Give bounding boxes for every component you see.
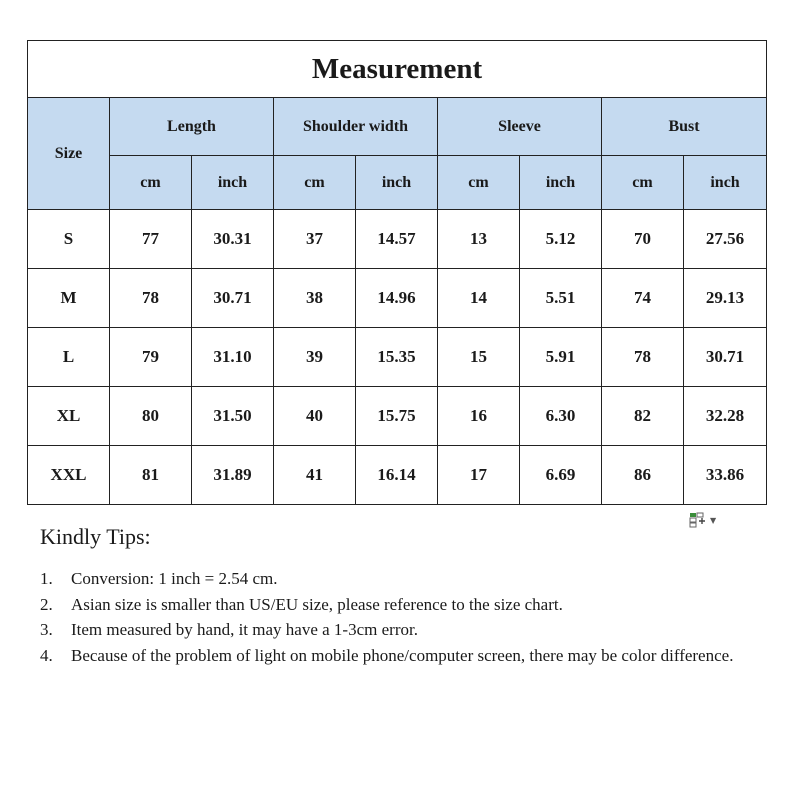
table-cell: 38 [274,269,356,328]
table-cell: 78 [110,269,192,328]
list-item [40,617,770,643]
table-cell: 77 [110,210,192,269]
table-cell: 31.89 [192,446,274,505]
table-cell: 39 [274,328,356,387]
unit-header: cm [110,156,192,210]
tips-title: Kindly Tips: [40,524,151,549]
table-cell: 74 [602,269,684,328]
size-cell: XXL [28,446,110,505]
table-cell: 37 [274,210,356,269]
table-cell: 16.14 [356,446,438,505]
table-cell: 82 [602,387,684,446]
table-cell: 86 [602,446,684,505]
chevron-down-icon: ▼ [710,515,717,525]
list-item-text: Conversion: 1 inch = 2.54 cm. [71,569,278,588]
table-cell: 5.51 [520,269,602,328]
table-cell: 5.12 [520,210,602,269]
size-cell: XL [28,387,110,446]
size-column-header: Size [28,98,110,210]
table-cell: 81 [110,446,192,505]
table-cell: 16 [438,387,520,446]
size-cell: L [28,328,110,387]
unit-header: cm [602,156,684,210]
table-cell: 31.10 [192,328,274,387]
table-cell: 6.69 [520,446,602,505]
table-cell: 30.71 [684,328,767,387]
table-cell: 5.91 [520,328,602,387]
table-cell: 80 [110,387,192,446]
table-cell: 6.30 [520,387,602,446]
table-row [28,446,767,505]
table-cell: 15.75 [356,387,438,446]
list-item-number: 2. [40,594,53,614]
table-cell: 32.28 [684,387,767,446]
list-item [40,592,770,618]
table-cell: 17 [438,446,520,505]
table-cell: 29.13 [684,269,767,328]
measurement-table [27,40,767,505]
list-item-text: Item measured by hand, it may have a 1-3cm error. [71,620,418,639]
list-item-text: Because of the problem of light on mobile phone/computer screen, there may be color difference. [71,645,734,665]
unit-header: inch [356,156,438,210]
table-cell: 13 [438,210,520,269]
table-cell: 40 [274,387,356,446]
table-title: Measurement [28,41,767,98]
table-row [28,328,767,387]
group-header-shoulder-width: Shoulder width [274,98,438,156]
table-cell: 79 [110,328,192,387]
list-item-number: 4. [40,645,53,665]
table-cell: 15.35 [356,328,438,387]
group-header-bust: Bust [602,98,767,156]
table-cell: 15 [438,328,520,387]
table-row [28,269,767,328]
group-header-sleeve: Sleeve [438,98,602,156]
table-row [28,387,767,446]
table-cell: 78 [602,328,684,387]
table-cell: 31.50 [192,387,274,446]
list-item [40,643,770,669]
table-cell: 30.71 [192,269,274,328]
list-item-number: 3. [40,620,53,639]
unit-header: cm [438,156,520,210]
group-header-length: Length [110,98,274,156]
kindly-tips [40,524,770,668]
unit-header: inch [520,156,602,210]
unit-header: inch [192,156,274,210]
measurement-table-container [27,40,766,505]
size-cell: M [28,269,110,328]
table-cell: 14.96 [356,269,438,328]
table-cell: 27.56 [684,210,767,269]
table-cell: 14 [438,269,520,328]
list-item-text: Asian size is smaller than US/EU size, please reference to the size chart. [71,594,563,614]
table-cell: 14.57 [356,210,438,269]
list-item [40,566,770,592]
tips-list [40,566,770,668]
table-cell: 33.86 [684,446,767,505]
list-item-number: 1. [40,569,53,588]
unit-header: inch [684,156,767,210]
table-cell: 41 [274,446,356,505]
unit-header: cm [274,156,356,210]
table-row [28,210,767,269]
size-cell: S [28,210,110,269]
table-cell: 70 [602,210,684,269]
table-cell: 30.31 [192,210,274,269]
